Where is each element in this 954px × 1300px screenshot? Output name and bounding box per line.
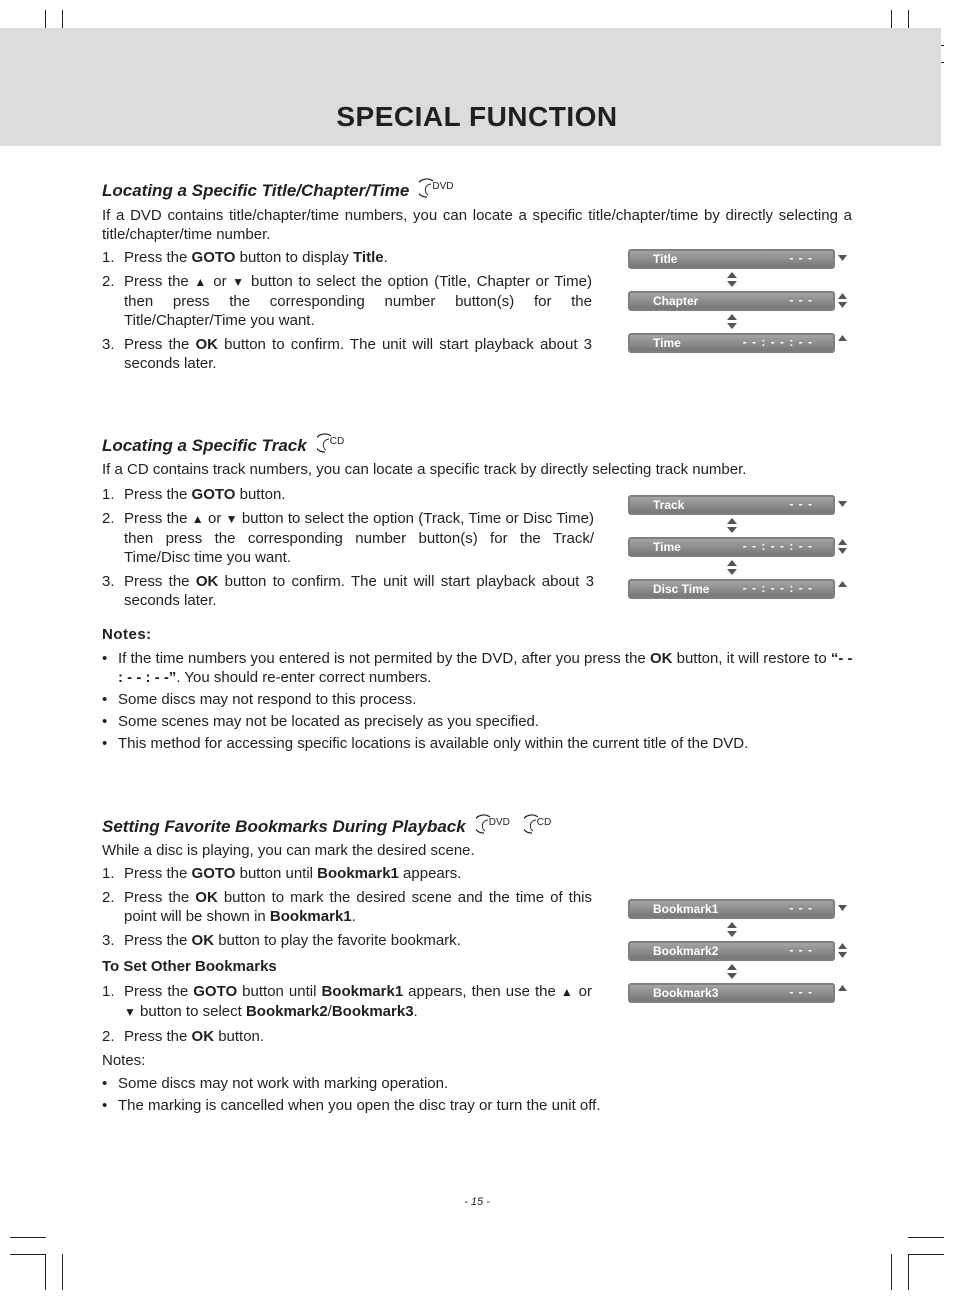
- osd-field: [628, 537, 850, 557]
- osd-bar: [628, 291, 835, 311]
- steps-list: [102, 485, 594, 615]
- section-heading: Locating a Specific Track: [102, 436, 307, 455]
- step-number: 2.: [102, 510, 115, 527]
- steps-list: [102, 982, 592, 1051]
- osd-field: [628, 983, 850, 1003]
- up-down-arrow-icon: [726, 313, 738, 331]
- osd-label: Track: [653, 498, 685, 512]
- text-run: appears, then use the: [403, 983, 561, 1000]
- note-item: [102, 690, 854, 709]
- osd-bar: [628, 495, 835, 515]
- osd-value: - - -: [789, 251, 813, 265]
- bold-term: Bookmark1: [321, 983, 404, 1000]
- up-arrow-icon: ▲: [560, 985, 574, 999]
- text-run: Press the: [124, 889, 196, 906]
- step-item: [102, 572, 594, 610]
- osd-value: - - : - - : - -: [742, 539, 813, 553]
- osd-field: [628, 941, 850, 961]
- notes-heading: Notes:: [102, 1052, 146, 1069]
- text-run: button.: [235, 486, 286, 503]
- note-item: [102, 712, 854, 731]
- section-title-locate-track: [102, 433, 347, 456]
- text-run: button until: [237, 983, 322, 1000]
- step-item: [102, 982, 592, 1022]
- osd-label: Bookmark1: [653, 902, 719, 916]
- up-down-arrow-icon: [726, 559, 738, 577]
- bold-term: GOTO: [191, 249, 236, 266]
- text-run: Press the: [124, 249, 192, 266]
- step-number: 1.: [102, 865, 115, 882]
- bold-term: Title: [353, 249, 384, 266]
- notes-list: [102, 649, 854, 756]
- step-number: 3.: [102, 932, 115, 949]
- osd-field: [628, 899, 850, 919]
- text-run: Press the: [124, 865, 192, 882]
- section-intro: While a disc is playing, you can mark the desired scene.: [102, 842, 475, 859]
- bold-term: OK: [195, 573, 219, 590]
- bold-term: Bookmark2: [245, 1003, 328, 1020]
- section-title-bookmarks: [102, 814, 554, 837]
- steps-list: [102, 248, 592, 378]
- up-arrow-icon: ▲: [194, 275, 208, 289]
- up-arrow-icon: [835, 983, 850, 1003]
- osd-value: - - -: [789, 943, 813, 957]
- text-run: If the time numbers you entered is not permited by the DVD, after you press the: [118, 650, 650, 667]
- crop-mark: [10, 1237, 46, 1238]
- up-arrow-icon: [835, 579, 850, 599]
- text-run: Some discs may not work with marking operation.: [118, 1075, 449, 1092]
- text-run: or: [203, 510, 226, 527]
- crop-mark: [891, 1254, 892, 1290]
- text-run: Press the: [124, 573, 196, 590]
- notes-list: [102, 1074, 854, 1118]
- osd-label: Time: [653, 540, 681, 554]
- step-item: [102, 888, 592, 926]
- up-arrow-icon: [835, 333, 850, 353]
- text-run: Press the: [124, 510, 192, 527]
- crop-mark: [908, 1237, 944, 1238]
- text-run: Press the: [124, 983, 194, 1000]
- text-run: button, it will restore to: [672, 650, 831, 667]
- step-item: [102, 931, 592, 950]
- up-down-arrow-icon: [726, 921, 738, 939]
- step-number: 2.: [102, 273, 115, 290]
- note-item: [102, 649, 854, 687]
- osd-field: [628, 291, 850, 311]
- up-down-arrow-icon: [835, 291, 850, 311]
- osd-bar: [628, 333, 835, 353]
- bold-term: GOTO: [193, 983, 238, 1000]
- section-heading: Locating a Specific Title/Chapter/Time: [102, 181, 410, 200]
- text-run: Press the: [124, 1028, 192, 1045]
- step-number: 3.: [102, 336, 115, 353]
- up-down-arrow-icon: [835, 537, 850, 557]
- dvd-disc-icon: DVD: [419, 178, 449, 200]
- step-number: 3.: [102, 573, 115, 590]
- osd-label: Bookmark3: [653, 986, 719, 1000]
- cd-disc-icon: CD: [317, 433, 347, 455]
- bold-term: OK: [195, 336, 219, 353]
- text-run: button to select the option (Title, Chapter or Time) then press the corresponding number button(s) for the Title/Chapter/Time you want.: [124, 273, 592, 329]
- text-run: /: [327, 1003, 332, 1020]
- step-number: 2.: [102, 889, 115, 906]
- osd-field: [628, 249, 850, 269]
- osd-value: - - : - - : - -: [742, 581, 813, 595]
- osd-label: Title: [653, 252, 678, 266]
- section-title-locate-title: [102, 178, 454, 201]
- section-intro: If a DVD contains title/chapter/time numbers, you can locate a specific title/chapter/time by directly selecting a title/chapter/time number.: [102, 207, 852, 243]
- step-item: [102, 1027, 592, 1046]
- text-run: The marking is cancelled when you open the disc tray or turn the unit off.: [118, 1097, 601, 1114]
- bold-term: Bookmark1: [269, 908, 352, 925]
- dvd-disc-icon: DVD: [476, 814, 506, 836]
- text-run: . You should re-enter correct numbers.: [176, 669, 432, 686]
- up-down-arrow-icon: [726, 517, 738, 535]
- note-item: [102, 1074, 854, 1093]
- cd-disc-icon: CD: [524, 814, 554, 836]
- down-arrow-icon: ▼: [232, 275, 246, 289]
- steps-list: [102, 864, 592, 955]
- bold-term: OK: [649, 650, 673, 667]
- osd-bar: [628, 579, 835, 599]
- text-run: Press the: [124, 273, 195, 290]
- text-run: button.: [214, 1028, 265, 1045]
- crop-mark: [10, 1254, 46, 1255]
- crop-mark: [908, 1254, 909, 1290]
- crop-mark: [62, 1254, 63, 1290]
- text-run: Press the: [124, 336, 196, 353]
- down-arrow-icon: ▼: [225, 512, 238, 526]
- bold-term: Bookmark3: [331, 1003, 414, 1020]
- text-run: or: [207, 273, 233, 290]
- osd-label: Chapter: [653, 294, 699, 308]
- text-run: Press the: [124, 932, 192, 949]
- step-item: [102, 509, 594, 567]
- bold-term: “- - : - - : - -”: [118, 650, 853, 686]
- bold-term: OK: [191, 1028, 215, 1045]
- step-item: [102, 864, 592, 883]
- step-number: 1.: [102, 249, 115, 266]
- crop-mark: [45, 1254, 46, 1290]
- osd-value: - - : - - : - -: [742, 335, 813, 349]
- text-run: .: [413, 1003, 418, 1020]
- step-number: 1.: [102, 983, 115, 1000]
- text-run: button to display: [235, 249, 354, 266]
- text-run: Press the: [124, 486, 192, 503]
- down-arrow-icon: ▼: [124, 1005, 136, 1019]
- osd-bar: [628, 941, 835, 961]
- sub-heading: To Set Other Bookmarks: [102, 958, 277, 975]
- bold-term: OK: [195, 889, 218, 906]
- osd-bar: [628, 983, 835, 1003]
- section-heading: Setting Favorite Bookmarks During Playback: [102, 817, 466, 836]
- text-run: This method for accessing specific locations is available only within the current title of the DVD.: [118, 735, 749, 752]
- text-run: button to select: [135, 1003, 246, 1020]
- page-title: SPECIAL FUNCTION: [336, 101, 618, 132]
- osd-label: Bookmark2: [653, 944, 719, 958]
- step-item: [102, 485, 594, 504]
- osd-field: [628, 333, 850, 353]
- step-number: 2.: [102, 1028, 115, 1045]
- down-arrow-icon: [835, 899, 850, 919]
- step-item: [102, 335, 592, 373]
- note-item: [102, 734, 854, 753]
- notes-heading: Notes:: [102, 626, 152, 643]
- bold-term: Bookmark1: [317, 865, 399, 882]
- text-run: button to select the option (Track, Time or Disc Time) then press the corresponding number button(s) for the Track/ Time/Disc time you want.: [124, 510, 594, 566]
- up-down-arrow-icon: [726, 271, 738, 289]
- bold-term: GOTO: [191, 865, 236, 882]
- text-run: button to mark the desired scene and the time of this point will be shown in: [124, 889, 592, 925]
- osd-value: - - -: [789, 293, 813, 307]
- osd-bar: [628, 249, 835, 269]
- step-item: [102, 248, 592, 267]
- text-run: or: [573, 983, 592, 1000]
- down-arrow-icon: [835, 249, 850, 269]
- text-run: appears.: [398, 865, 462, 882]
- up-arrow-icon: ▲: [191, 512, 204, 526]
- step-number: 1.: [102, 486, 115, 503]
- text-run: button to play the favorite bookmark.: [214, 932, 461, 949]
- text-run: .: [351, 908, 356, 925]
- osd-label: Time: [653, 336, 681, 350]
- up-down-arrow-icon: [726, 963, 738, 981]
- bold-term: OK: [191, 932, 215, 949]
- note-item: [102, 1096, 854, 1115]
- text-run: button to confirm. The unit will start playback about 3 seconds later.: [124, 573, 595, 609]
- osd-field: [628, 579, 850, 599]
- crop-mark: [908, 1254, 944, 1255]
- osd-label: Disc Time: [653, 582, 710, 596]
- text-run: Some discs may not respond to this process.: [118, 691, 417, 708]
- text-run: Some scenes may not be located as precisely as you specified.: [118, 713, 540, 730]
- osd-bar: [628, 537, 835, 557]
- section-intro: If a CD contains track numbers, you can locate a specific track by directly selecting track number.: [102, 461, 747, 478]
- osd-field: [628, 495, 850, 515]
- text-run: .: [383, 249, 388, 266]
- text-run: button to confirm. The unit will start playback about 3 seconds later.: [124, 336, 592, 372]
- bold-term: GOTO: [191, 486, 236, 503]
- step-item: [102, 272, 592, 330]
- up-down-arrow-icon: [835, 941, 850, 961]
- osd-value: - - -: [789, 497, 813, 511]
- osd-value: - - -: [789, 901, 813, 915]
- down-arrow-icon: [835, 495, 850, 515]
- osd-value: - - -: [789, 985, 813, 999]
- page-number: - 15 -: [464, 1196, 490, 1208]
- osd-bar: [628, 899, 835, 919]
- text-run: button until: [235, 865, 318, 882]
